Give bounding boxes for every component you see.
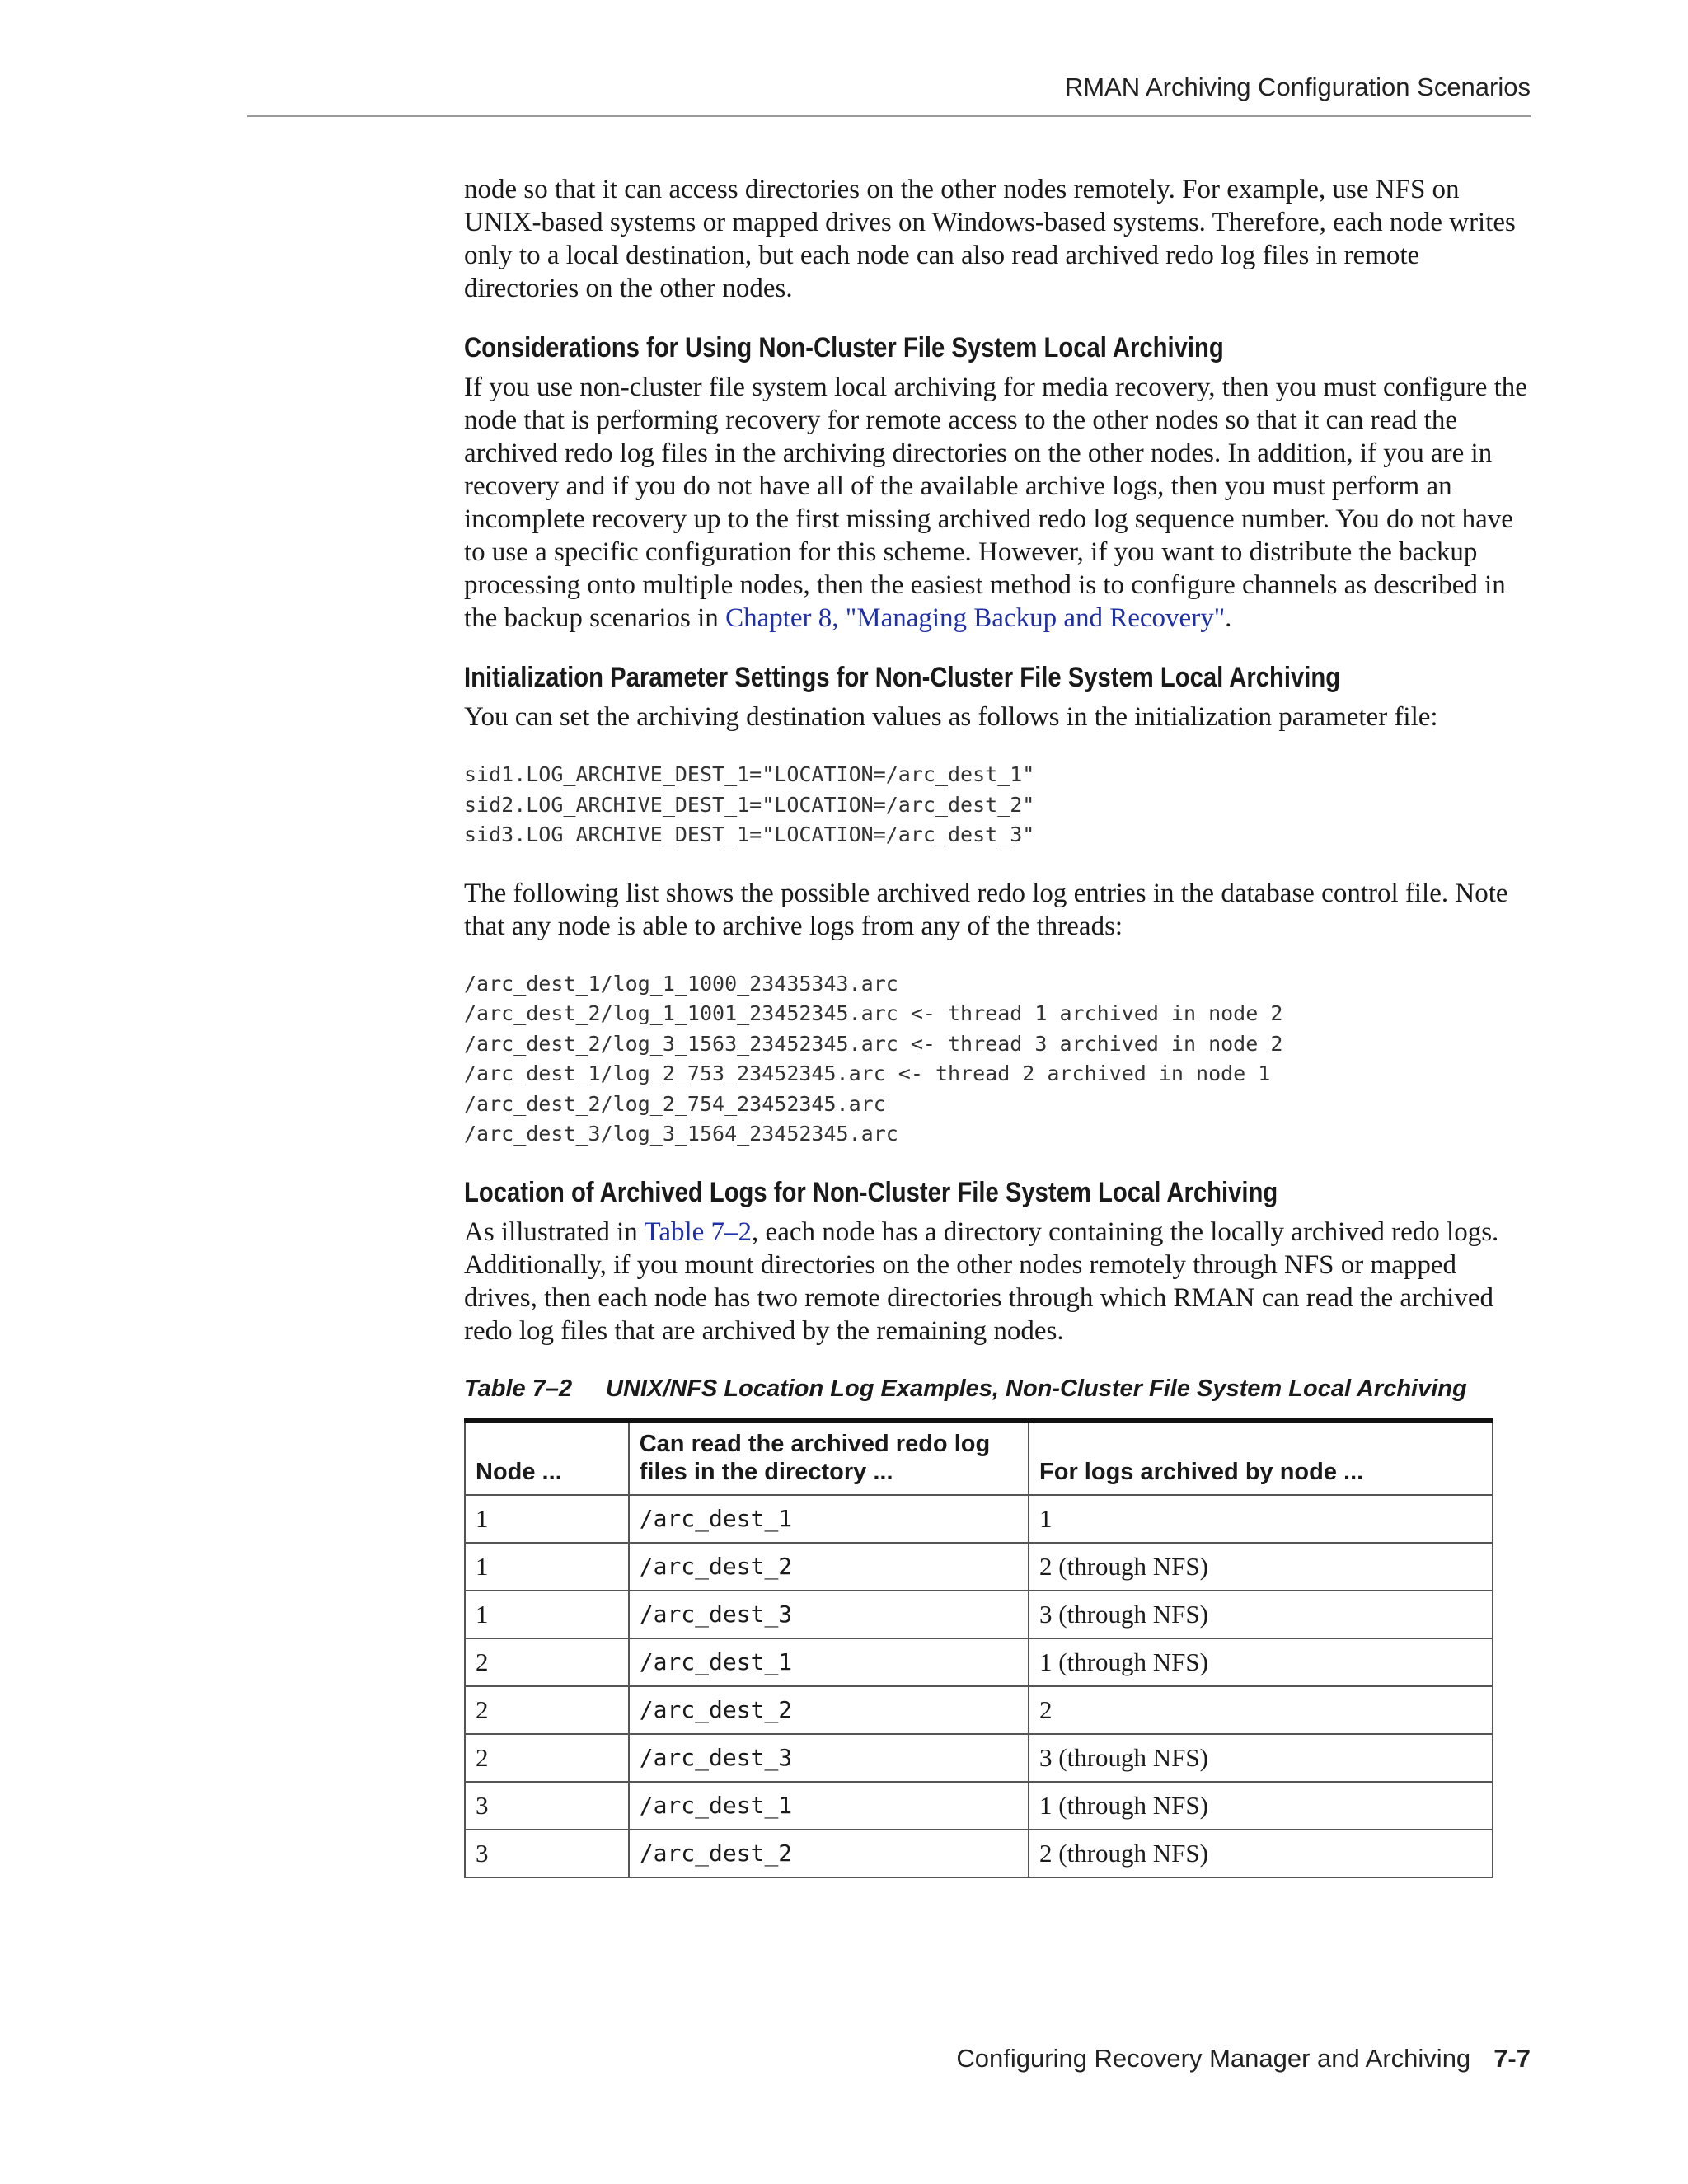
cell-node: 1 — [465, 1591, 629, 1638]
cell-node: 2 — [465, 1686, 629, 1734]
table-row — [465, 1591, 1493, 1638]
cell-directory: /arc_dest_1 — [629, 1638, 1029, 1686]
cell-archived-by: 3 (through NFS) — [1029, 1591, 1493, 1638]
init-params-code: sid1.LOG_ARCHIVE_DEST_1="LOCATION=/arc_dest_1" sid2.LOG_ARCHIVE_DEST_1="LOCATION=/arc_dest_2" sid3.LOG_ARCHIVE_DEST_1="LOCATION=/arc_dest_3" — [464, 762, 1035, 846]
considerations-text: If you use non-cluster file system local archiving for media recovery, then you must configure the node that is performing recovery for remote access to the other nodes so that it can read the archived redo log files in the archiving directories on the other nodes. In addition, if you are in recovery and if you do not have all of the available archive logs, then you must perform an incomplete recovery up to the first missing archived redo log sequence number. You do not have to use a specific configuration for this scheme. However, if you want to distribute the backup processing onto multiple nodes, then the easiest method is to configure channels as described in the backup scenarios in — [464, 373, 1527, 633]
page-content — [464, 173, 1536, 1878]
location-paragraph — [464, 1216, 1536, 1347]
table-row — [465, 1734, 1493, 1782]
init-params-heading: Initialization Parameter Settings for Non-Cluster File System Local Archiving — [464, 662, 1341, 693]
cell-archived-by: 2 (through NFS) — [1029, 1830, 1493, 1877]
cell-node: 1 — [465, 1543, 629, 1591]
location-log-table — [464, 1418, 1493, 1878]
table-row — [465, 1495, 1493, 1543]
footer-chapter-title: Configuring Recovery Manager and Archiving — [956, 2044, 1471, 2073]
header-node: Node ... — [465, 1421, 629, 1495]
table-row — [465, 1543, 1493, 1591]
init-params-paragraph: You can set the archiving destination values as follows in the initialization parameter file: — [464, 702, 1438, 732]
table-header-row — [465, 1421, 1493, 1495]
running-footer — [247, 2044, 1531, 2074]
archived-log-entries-code: /arc_dest_1/log_1_1000_23435343.arc /arc_dest_2/log_1_1001_23452345.arc <- thread 1 archived in node 2 /arc_dest_2/log_3_1563_23452345.arc <- thread 3 archived in node 2 /arc_dest_1/log_2_753_23452345.arc <- thread 2 archived in node 1 /arc_dest_2/log_2_754_23452345.arc /arc_dest_3/log_3_1564_23452345.arc — [464, 971, 1283, 1146]
cell-directory: /arc_dest_2 — [629, 1830, 1029, 1877]
location-heading: Location of Archived Logs for Non-Cluster File System Local Archiving — [464, 1176, 1278, 1208]
cell-directory: /arc_dest_2 — [629, 1686, 1029, 1734]
page-number: 7-7 — [1493, 2044, 1531, 2073]
header-archived-by: For logs archived by node ... — [1029, 1421, 1493, 1495]
cell-archived-by: 1 (through NFS) — [1029, 1782, 1493, 1830]
cell-node: 3 — [465, 1830, 629, 1877]
running-header: RMAN Archiving Configuration Scenarios — [1064, 73, 1531, 101]
location-text: As illustrated in — [464, 1216, 645, 1247]
cell-archived-by: 1 (through NFS) — [1029, 1638, 1493, 1686]
cell-node: 3 — [465, 1782, 629, 1830]
cell-directory: /arc_dest_1 — [629, 1782, 1029, 1830]
considerations-paragraph — [464, 371, 1536, 635]
intro-paragraph: node so that it can access directories on the other nodes remotely. For example, use NFS on UNIX-based systems or mapped drives on Windows-based systems. Therefore, each node writes only to a local destination, but each node can also read archived redo log files in remote directories on the other nodes. — [464, 175, 1516, 303]
table-7-2-link[interactable]: Table 7–2 — [644, 1216, 753, 1247]
table-caption-number: Table 7–2 — [464, 1375, 573, 1402]
cell-directory: /arc_dest_3 — [629, 1591, 1029, 1638]
table-caption — [464, 1374, 1536, 1404]
cell-directory: /arc_dest_2 — [629, 1543, 1029, 1591]
table-row — [465, 1686, 1493, 1734]
chapter-8-link[interactable]: Chapter 8, "Managing Backup and Recovery" — [725, 603, 1226, 633]
cell-archived-by: 2 — [1029, 1686, 1493, 1734]
table-caption-title: UNIX/NFS Location Log Examples, Non-Cluster File System Local Archiving — [606, 1375, 1467, 1402]
table-row — [465, 1638, 1493, 1686]
considerations-text-end: . — [1225, 603, 1232, 633]
cell-node: 2 — [465, 1638, 629, 1686]
cell-archived-by: 1 — [1029, 1495, 1493, 1543]
cell-node: 2 — [465, 1734, 629, 1782]
cell-archived-by: 3 (through NFS) — [1029, 1734, 1493, 1782]
cell-directory: /arc_dest_1 — [629, 1495, 1029, 1543]
cell-node: 1 — [465, 1495, 629, 1543]
table-row — [465, 1782, 1493, 1830]
control-file-paragraph: The following list shows the possible archived redo log entries in the database control file. Note that any node is able to archive logs from any of the threads: — [464, 878, 1508, 941]
location-text-end: , each node has a directory containing the locally archived redo logs. Additionally, if you mount directories on the other nodes remotely through NFS or mapped drives, then each node has two remote directories through which RMAN can read the archived redo log files that are archived by the remaining nodes. — [464, 1216, 1499, 1346]
header-directory: Can read the archived redo log files in the directory ... — [629, 1421, 1029, 1495]
considerations-heading: Considerations for Using Non-Cluster File System Local Archiving — [464, 332, 1224, 363]
table-row — [465, 1830, 1493, 1877]
header-rule — [247, 115, 1531, 117]
cell-directory: /arc_dest_3 — [629, 1734, 1029, 1782]
cell-archived-by: 2 (through NFS) — [1029, 1543, 1493, 1591]
